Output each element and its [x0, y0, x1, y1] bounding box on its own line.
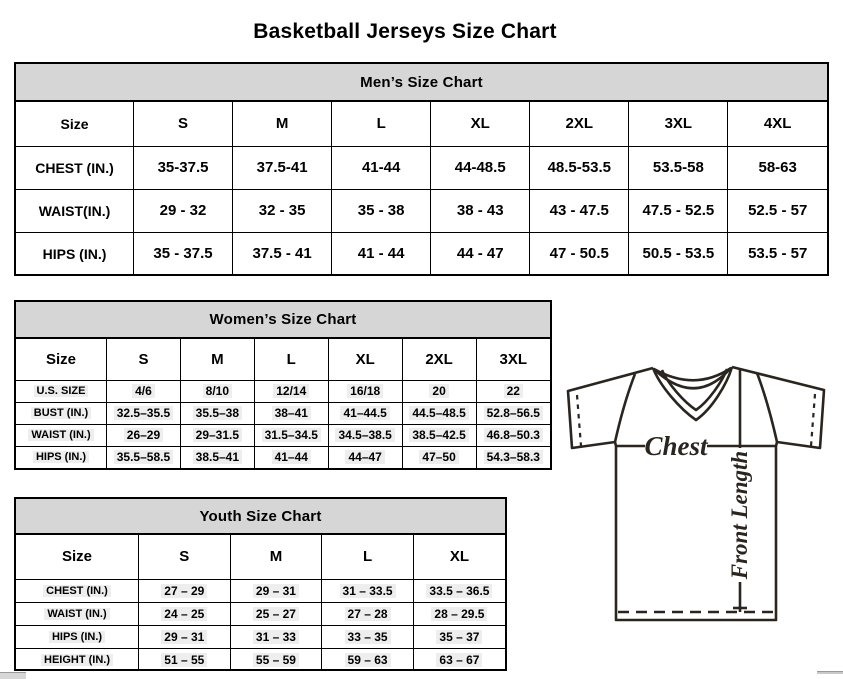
measurement-value-cell-text: 27 – 29: [161, 584, 207, 598]
measurement-value-cell-text: 35.5–58.5: [114, 450, 173, 464]
youth-size-chart: [14, 497, 507, 671]
measurement-value-cell: 44-48.5: [431, 146, 530, 189]
size-header-l: L: [332, 102, 431, 146]
measurement-value-cell: 37.5 - 41: [233, 232, 332, 275]
measurement-value-cell: [107, 446, 181, 468]
measurement-row: [16, 424, 550, 446]
measurement-value-cell: [328, 446, 402, 468]
size-header-xl: XL: [413, 535, 505, 579]
measurement-value-cell: [254, 424, 328, 446]
measurement-value-cell-text: 33.5 – 36.5: [426, 584, 492, 598]
measurement-value-cell: 43 - 47.5: [530, 189, 629, 232]
measurement-row-label: [16, 446, 107, 468]
measurement-row-label: CHEST (IN.): [16, 146, 134, 189]
measurement-value-cell: [322, 625, 414, 648]
measurement-value-cell: [413, 625, 505, 648]
measurement-value-cell-text: 38.5–42.5: [409, 428, 468, 442]
size-header-3xl: 3XL: [476, 339, 550, 380]
measurement-row: [16, 602, 505, 625]
measurement-value-cell-text: 4/6: [132, 384, 155, 398]
measurement-value-cell-text: 38–41: [272, 406, 311, 420]
size-column-header: Size: [16, 102, 134, 146]
measurement-value-cell: 35 - 38: [332, 189, 431, 232]
measurement-value-cell-text: 54.3–58.3: [484, 450, 543, 464]
measurement-row: [16, 232, 827, 275]
measurement-value-cell-text: 51 – 55: [161, 653, 207, 667]
measurement-value-cell-text: 29–31.5: [193, 428, 242, 442]
measurement-row-label-text: CHEST (IN.): [43, 585, 111, 597]
measurement-row: [16, 189, 827, 232]
size-column-header: Size: [16, 535, 139, 579]
measurement-value-cell: [476, 424, 550, 446]
measurement-row-label-text: HEIGHT (IN.): [41, 654, 113, 666]
jersey-outline: [568, 367, 824, 620]
measurement-value-cell: [476, 402, 550, 424]
measurement-value-cell: 47.5 - 52.5: [629, 189, 728, 232]
measurement-value-cell: [328, 424, 402, 446]
measurement-value-cell: [107, 402, 181, 424]
measurement-value-cell-text: 12/14: [273, 384, 309, 398]
measurement-value-cell: [476, 446, 550, 468]
size-header-s: S: [139, 535, 231, 579]
youth-size-table: [16, 535, 505, 671]
measurement-value-cell-text: 46.8–50.3: [484, 428, 543, 442]
measurement-value-cell: [413, 648, 505, 671]
measurement-row-label: [16, 625, 139, 648]
measurement-row-label: WAIST(IN.): [16, 189, 134, 232]
measurement-value-cell: [322, 602, 414, 625]
measurement-value-cell: 47 - 50.5: [530, 232, 629, 275]
measurement-value-cell-text: 34.5–38.5: [335, 428, 394, 442]
measurement-value-cell-text: 31 – 33.5: [340, 584, 396, 598]
measurement-value-cell: [139, 602, 231, 625]
measurement-value-cell-text: 41–44.5: [340, 406, 389, 420]
measurement-value-cell: [180, 424, 254, 446]
chest-label: Chest: [644, 431, 708, 461]
measurement-value-cell: 58-63: [728, 146, 827, 189]
measurement-value-cell: [254, 402, 328, 424]
measurement-value-cell: 32 - 35: [233, 189, 332, 232]
measurement-value-cell: [139, 579, 231, 602]
womens-size-chart: [14, 300, 552, 470]
measurement-value-cell: [107, 424, 181, 446]
measurement-value-cell: 38 - 43: [431, 189, 530, 232]
measurement-row: [16, 402, 550, 424]
measurement-value-cell: [476, 380, 550, 402]
measurement-value-cell: [402, 424, 476, 446]
measurement-value-cell: [402, 402, 476, 424]
measurement-row: [16, 446, 550, 468]
measurement-value-cell: 50.5 - 53.5: [629, 232, 728, 275]
measurement-value-cell-text: 8/10: [203, 384, 232, 398]
measurement-row: [16, 579, 505, 602]
measurement-value-cell-text: 35.5–38: [193, 406, 242, 420]
measurement-value-cell-text: 31 – 33: [253, 630, 299, 644]
measurement-value-cell-text: 35 – 37: [436, 630, 482, 644]
measurement-value-cell: 41 - 44: [332, 232, 431, 275]
jersey-measurement-diagram: [556, 360, 840, 628]
measurement-value-cell-text: 27 – 28: [345, 607, 391, 621]
size-header-2xl: 2XL: [402, 339, 476, 380]
measurement-value-cell: [328, 402, 402, 424]
measurement-value-cell-text: 59 – 63: [345, 653, 391, 667]
measurement-row-label: [16, 380, 107, 402]
measurement-row-label: [16, 648, 139, 671]
measurement-value-cell: [230, 648, 322, 671]
measurement-value-cell: [230, 602, 322, 625]
right-cuff-dashed-line: [811, 394, 815, 446]
measurement-value-cell: [230, 625, 322, 648]
measurement-value-cell-text: 32.5–35.5: [114, 406, 173, 420]
measurement-value-cell: [254, 446, 328, 468]
measurement-row-label: [16, 402, 107, 424]
measurement-value-cell: 52.5 - 57: [728, 189, 827, 232]
measurement-value-cell: [254, 380, 328, 402]
bottom-right-edge-fragment: [817, 671, 843, 674]
womens-size-chart-header: Women’s Size Chart: [16, 302, 550, 339]
bottom-left-edge-fragment: [0, 672, 26, 679]
measurement-value-cell-text: 20: [429, 384, 448, 398]
size-header-3xl: 3XL: [629, 102, 728, 146]
measurement-row-label: HIPS (IN.): [16, 232, 134, 275]
measurement-value-cell-text: 52.8–56.5: [484, 406, 543, 420]
size-header-l: L: [322, 535, 414, 579]
measurement-value-cell: [180, 402, 254, 424]
measurement-row: [16, 648, 505, 671]
measurement-row-label-text: U.S. SIZE: [34, 385, 89, 397]
measurement-value-cell-text: 55 – 59: [253, 653, 299, 667]
measurement-value-cell: [139, 625, 231, 648]
measurement-value-cell: [402, 446, 476, 468]
measurement-value-cell-text: 31.5–34.5: [262, 428, 321, 442]
measurement-value-cell: 35 - 37.5: [134, 232, 233, 275]
left-sleeve-seam: [615, 374, 635, 442]
measurement-value-cell-text: 16/18: [347, 384, 383, 398]
right-sleeve-seam: [757, 373, 777, 442]
size-header-4xl: 4XL: [728, 102, 827, 146]
measurement-row-label-text: HIPS (IN.): [33, 451, 89, 463]
measurement-value-cell-text: 41–44: [272, 450, 311, 464]
left-cuff-dashed-line: [577, 395, 581, 446]
measurement-row-label-text: WAIST (IN.): [28, 429, 93, 441]
size-header-s: S: [107, 339, 181, 380]
measurement-value-cell: 37.5-41: [233, 146, 332, 189]
measurement-value-cell: [413, 602, 505, 625]
measurement-value-cell: 48.5-53.5: [530, 146, 629, 189]
measurement-value-cell-text: 26–29: [124, 428, 163, 442]
size-column-header: Size: [16, 339, 107, 380]
measurement-row: [16, 146, 827, 189]
size-header-row: [16, 102, 827, 146]
measurement-value-cell: [180, 446, 254, 468]
measurement-value-cell-text: 44.5–48.5: [409, 406, 468, 420]
size-header-s: S: [134, 102, 233, 146]
measurement-row: [16, 625, 505, 648]
measurement-value-cell-text: 29 – 31: [253, 584, 299, 598]
size-header-2xl: 2XL: [530, 102, 629, 146]
measurement-value-cell-text: 25 – 27: [253, 607, 299, 621]
womens-size-table: [16, 339, 550, 468]
measurement-row-label: [16, 602, 139, 625]
measurement-value-cell: 35-37.5: [134, 146, 233, 189]
measurement-value-cell: [107, 380, 181, 402]
measurement-value-cell: 41-44: [332, 146, 431, 189]
front-length-label: Front Length: [727, 450, 752, 580]
measurement-value-cell: [322, 648, 414, 671]
measurement-value-cell: 44 - 47: [431, 232, 530, 275]
measurement-value-cell: 53.5 - 57: [728, 232, 827, 275]
measurement-value-cell-text: 22: [504, 384, 523, 398]
page-title: Basketball Jerseys Size Chart: [253, 20, 557, 44]
size-header-row: [16, 535, 505, 579]
measurement-value-cell-text: 33 – 35: [345, 630, 391, 644]
measurement-value-cell-text: 47–50: [419, 450, 458, 464]
measurement-row-label-text: HIPS (IN.): [49, 631, 105, 643]
measurement-value-cell: [402, 380, 476, 402]
measurement-value-cell: [322, 579, 414, 602]
mens-size-chart: [14, 62, 829, 276]
size-header-xl: XL: [328, 339, 402, 380]
measurement-value-cell-text: 24 – 25: [161, 607, 207, 621]
measurement-value-cell: 53.5-58: [629, 146, 728, 189]
measurement-value-cell-text: 63 – 67: [436, 653, 482, 667]
measurement-value-cell: [328, 380, 402, 402]
size-header-l: L: [254, 339, 328, 380]
measurement-value-cell: [413, 579, 505, 602]
size-header-m: M: [180, 339, 254, 380]
youth-size-chart-header: Youth Size Chart: [16, 499, 505, 535]
size-header-m: M: [233, 102, 332, 146]
measurement-value-cell-text: 29 – 31: [161, 630, 207, 644]
measurement-value-cell: [230, 579, 322, 602]
size-header-xl: XL: [431, 102, 530, 146]
measurement-row-label-text: WAIST (IN.): [44, 608, 109, 620]
measurement-value-cell: 29 - 32: [134, 189, 233, 232]
mens-size-table: [16, 102, 827, 275]
measurement-row-label-text: BUST (IN.): [31, 407, 91, 419]
measurement-value-cell-text: 28 – 29.5: [431, 607, 487, 621]
size-header-row: [16, 339, 550, 380]
measurement-row-label: [16, 424, 107, 446]
measurement-value-cell-text: 44–47: [345, 450, 384, 464]
measurement-value-cell: [180, 380, 254, 402]
size-header-m: M: [230, 535, 322, 579]
measurement-value-cell: [139, 648, 231, 671]
mens-size-chart-header: Men’s Size Chart: [16, 64, 827, 102]
measurement-value-cell-text: 38.5–41: [193, 450, 242, 464]
measurement-row: [16, 380, 550, 402]
measurement-row-label: [16, 579, 139, 602]
